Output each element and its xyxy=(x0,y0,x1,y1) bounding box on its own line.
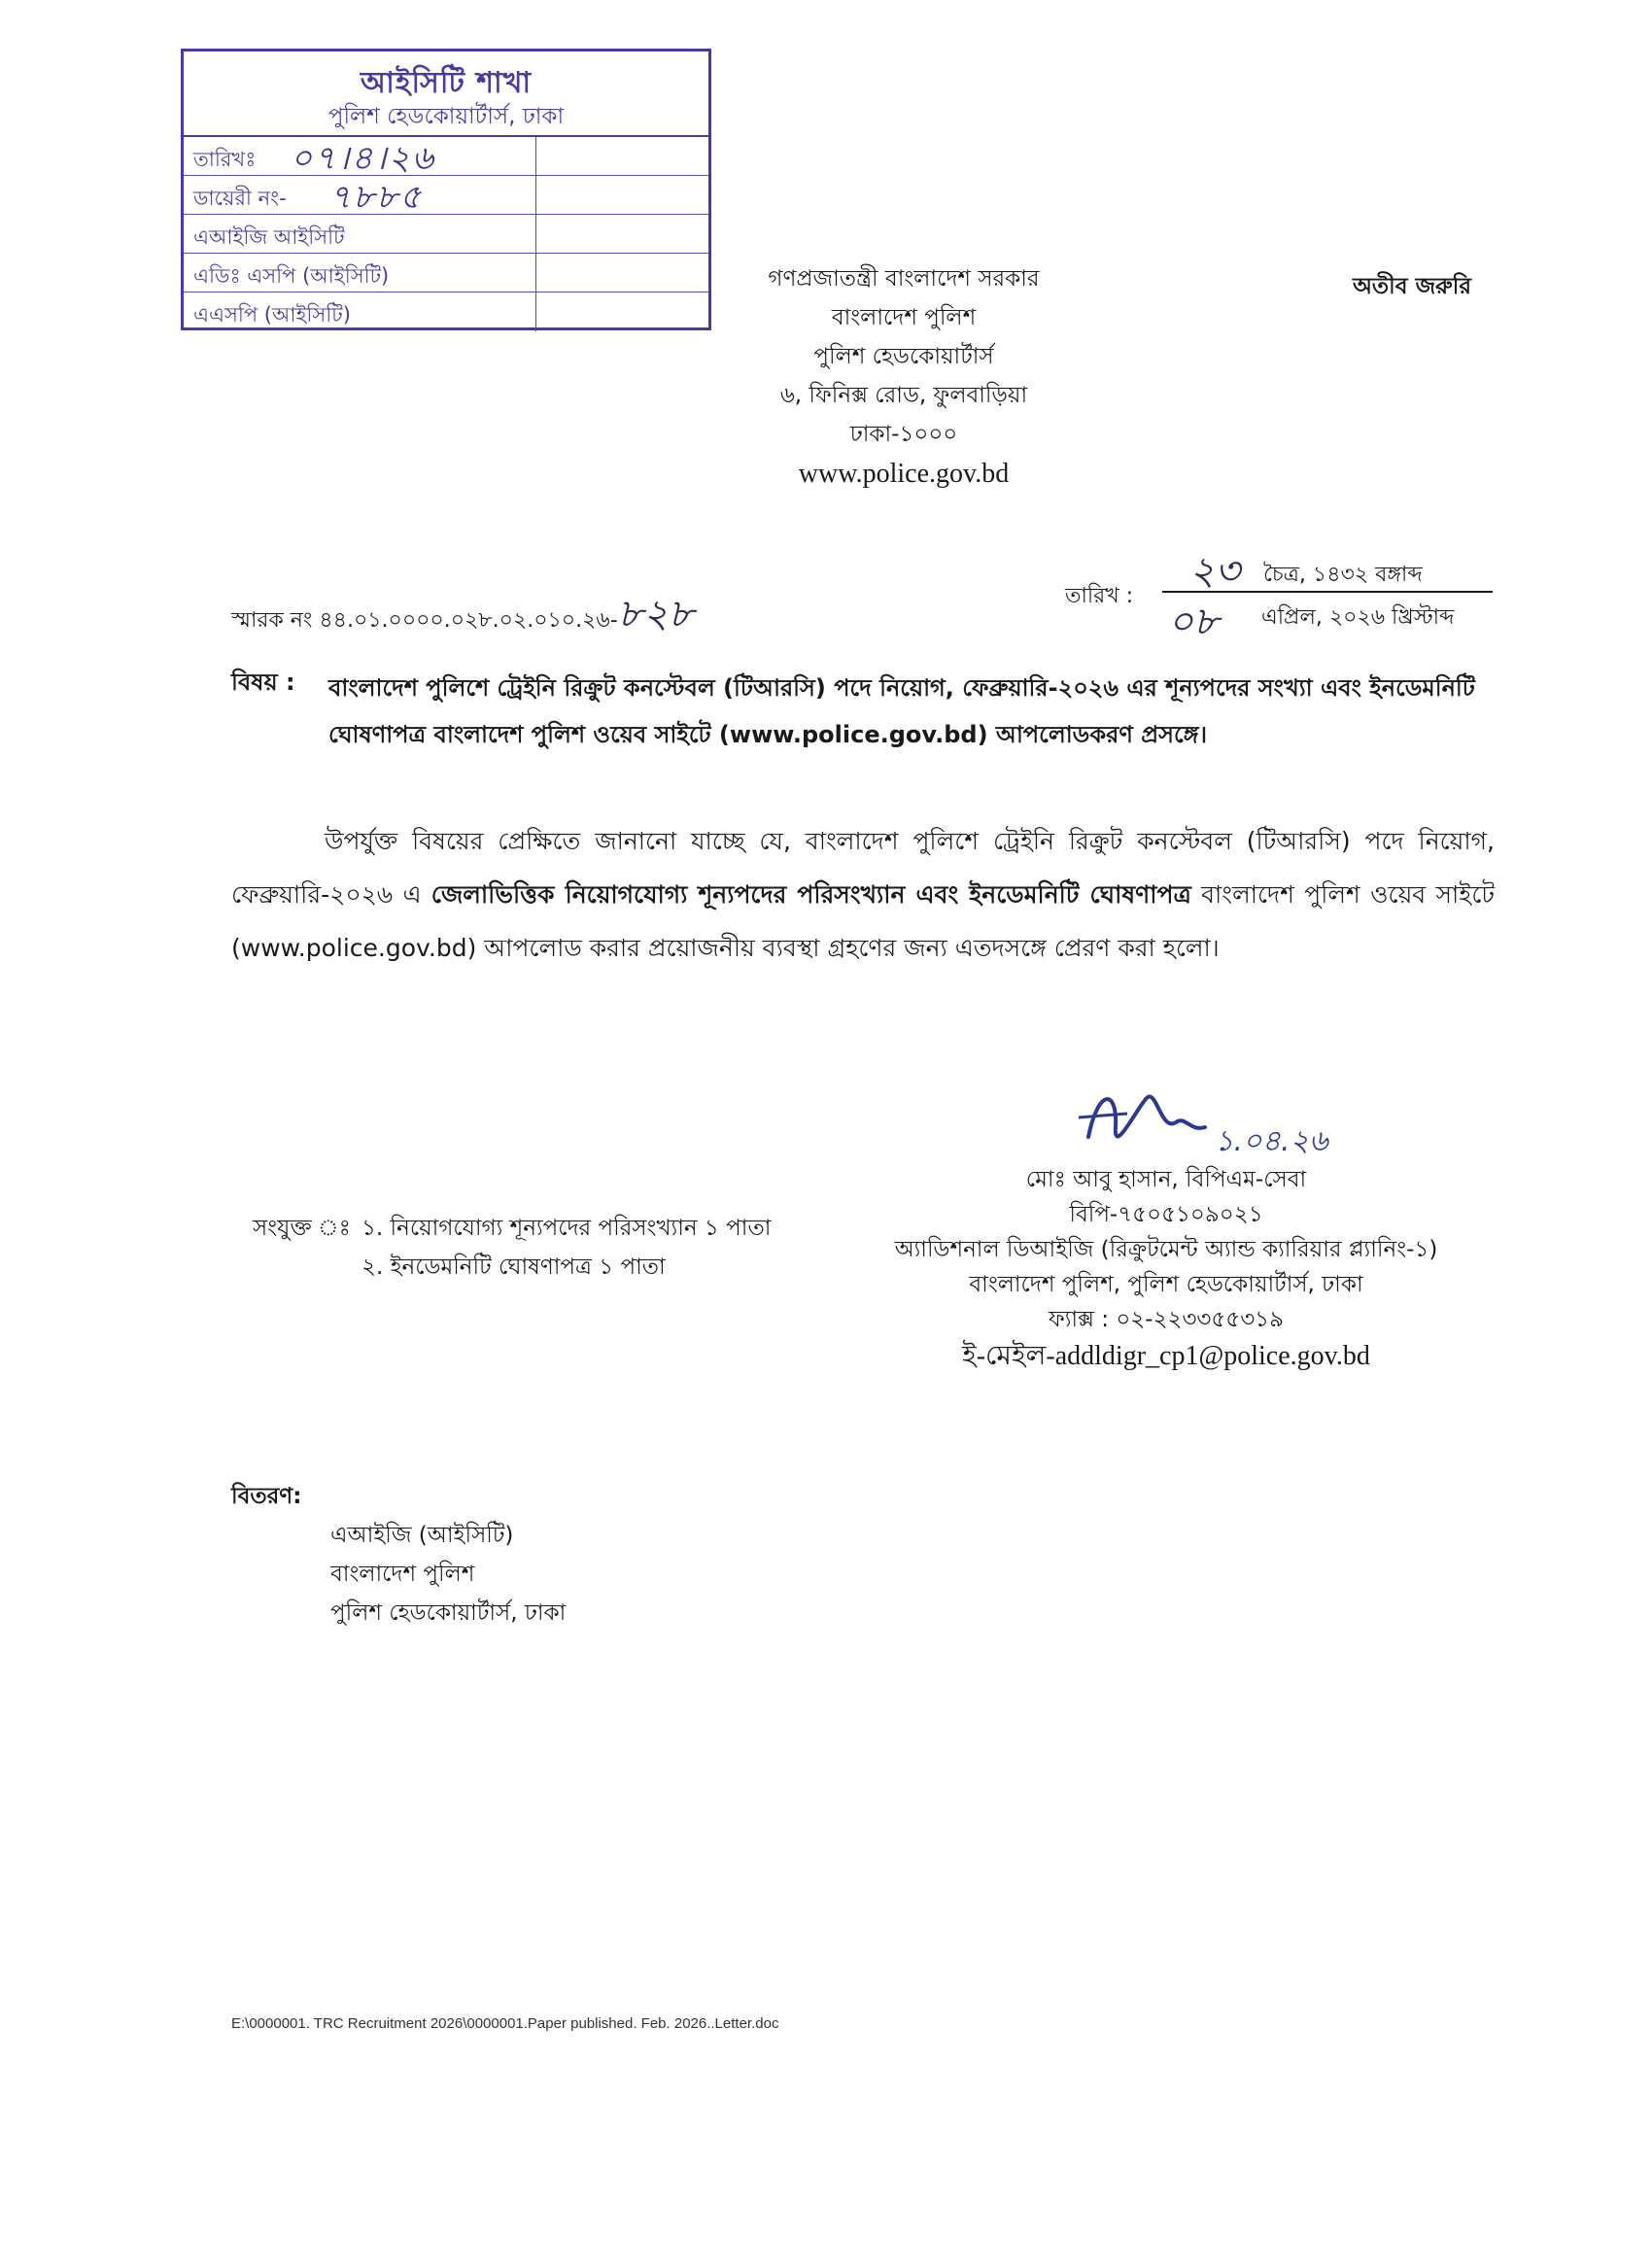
body-paragraph xyxy=(231,814,1495,975)
receipt-stamp xyxy=(181,49,711,330)
stamp-diary-handwritten: ৭৮৮৫ xyxy=(329,178,424,217)
memo-prefix: স্মারক নং ৪৪.০১.০০০০.০২৮.০২.০১০.২৬- xyxy=(231,608,618,633)
distribution xyxy=(231,1477,566,1632)
stamp-row-asp xyxy=(184,292,708,331)
date-bangla-day: ২৩ xyxy=(1189,549,1241,594)
signatory-office: বাংলাদেশ পুলিশ, পুলিশ হেডকোয়ার্টার্স, ঢাকা xyxy=(969,1272,1363,1297)
stamp-date-label: তারিখঃ xyxy=(193,148,257,171)
body-part-1: উপর্যুক্ত বিষয়ের প্রেক্ষিতে জানানো যাচ্ছে যে, বাংলাদেশ পুলিশে ট্রেইনি রিক্রুট কনস্টেবল (টিআরসি) পদে নিয়োগ, ফেব্রুয়ারি-২০২৬ এ xyxy=(231,827,1495,909)
signature-mark xyxy=(1069,1079,1341,1170)
letterhead-line-3: পুলিশ হেডকোয়ার্টার্স xyxy=(813,344,994,369)
stamp-aig-label: এআইজি আইসিটি xyxy=(193,225,345,249)
attachments-label: সংযুক্ত ঃ xyxy=(253,1216,351,1241)
signatory-name: মোঃ আবু হাসান, বিপিএম-সেবা xyxy=(1025,1167,1307,1192)
stamp-rows xyxy=(184,135,708,327)
subject-label: বিষয় : xyxy=(231,669,295,696)
signatory-id: বিপি-৭৫০৫১০৯০২১ xyxy=(1069,1202,1263,1227)
attachment-item: ২. ইনডেমনিটি ঘোষণাপত্র ১ পাতা xyxy=(361,1254,666,1280)
memo-number xyxy=(231,583,694,648)
date-english-day: ০৮ xyxy=(1168,600,1219,644)
stamp-asp-label: এএসপি (আইসিটি) xyxy=(193,303,351,326)
stamp-title: আইসিটি শাখা xyxy=(360,66,533,100)
stamp-row-diary xyxy=(184,176,708,215)
date-bangla-rest: চৈত্র, ১৪৩২ বঙ্গাব্দ xyxy=(1263,563,1423,587)
urgency-label: অতীব জরুরি xyxy=(1353,274,1472,299)
signature-date: ১.০৪.২৬ xyxy=(1215,1124,1328,1158)
stamp-subtitle: পুলিশ হেডকোয়ার্টার্স, ঢাকা xyxy=(327,104,565,129)
subject-text: বাংলাদেশ পুলিশে ট্রেইনি রিক্রুট কনস্টেবল (টিআরসি) পদে নিয়োগ, ফেব্রুয়ারি-২০২৬ এর শূন্যপদের সংখ্যা এবং ইনডেমনিটি ঘোষণাপত্র বাংলাদেশ পুলিশ ওয়েব সাইটে (www.police.gov.bd) আপলোডকরণ প্রসঙ্গে। xyxy=(328,674,1475,748)
date-english-rest: এপ্রিল, ২০২৬ খ্রিস্টাব্দ xyxy=(1261,605,1455,630)
letterhead-line-5: ঢাকা-১০০০ xyxy=(849,422,958,447)
letterhead-line-1: গণপ্রজাতন্ত্রী বাংলাদেশ সরকার xyxy=(768,266,1040,292)
attachment-item: ১. নিয়োগযোগ্য শূন্যপদের পরিসংখ্যান ১ পাতা xyxy=(361,1216,772,1241)
stamp-row-aig xyxy=(184,215,708,254)
distribution-label: বিতরণ: xyxy=(231,1484,302,1509)
signatory-fax: ফ্যাক্স : ০২-২২৩৩৫৫৩১৯ xyxy=(1048,1307,1285,1332)
letterhead-line-2: বাংলাদেশ পুলিশ xyxy=(831,305,977,330)
memo-handwritten-number: ৮২৮ xyxy=(617,592,694,636)
stamp-row-date xyxy=(184,137,708,176)
body-bold-text: জেলাভিত্তিক নিয়োগযোগ্য শূন্যপদের পরিসংখ্যান এবং ইনডেমনিটি ঘোষণাপত্র xyxy=(430,880,1191,909)
letterhead-line-4: ৬, ফিনিক্স রোড, ফুলবাড়িয়া xyxy=(779,383,1028,408)
signatory-designation: অ্যাডিশনাল ডিআইজি (রিক্রুটমেন্ট অ্যান্ড ক্যারিয়ার প্ল্যানিং-১) xyxy=(894,1237,1438,1262)
date-label: তারিখ : xyxy=(1065,584,1134,608)
stamp-diary-label: ডায়েরী নং- xyxy=(193,187,287,210)
signatory-email[interactable]: ই-মেইল-addldigr_cp1@police.gov.bd xyxy=(962,1341,1370,1371)
attachments xyxy=(253,1209,771,1287)
date-block xyxy=(1162,544,1493,644)
stamp-addl-sp-label: এডিঃ এসপি (আইসিটি) xyxy=(193,264,390,288)
body-part-2: বাংলাদেশ পুলিশ ওয়েব সাইটে (www.police.gov.bd) আপলোড করার প্রয়োজনীয় ব্যবস্থা গ্রহণের জন্য এতদসঙ্গে প্রেরণ করা হলো। xyxy=(231,880,1495,962)
signature-block xyxy=(855,1162,1477,1374)
stamp-row-addl-sp xyxy=(184,254,708,292)
stamp-date-handwritten: ০৭।৪।২৬ xyxy=(291,139,435,178)
footer-file-path: E:\0000001. TRC Recruitment 2026\0000001.Paper published. Feb. 2026..Letter.doc xyxy=(231,2015,779,2032)
distribution-line: এআইজি (আইসিটি) xyxy=(330,1523,514,1548)
distribution-line: বাংলাদেশ পুলিশ xyxy=(330,1562,475,1587)
letterhead-website[interactable]: www.police.gov.bd xyxy=(798,459,1010,489)
distribution-line: পুলিশ হেডকোয়ার্টার্স, ঢাকা xyxy=(330,1600,567,1626)
